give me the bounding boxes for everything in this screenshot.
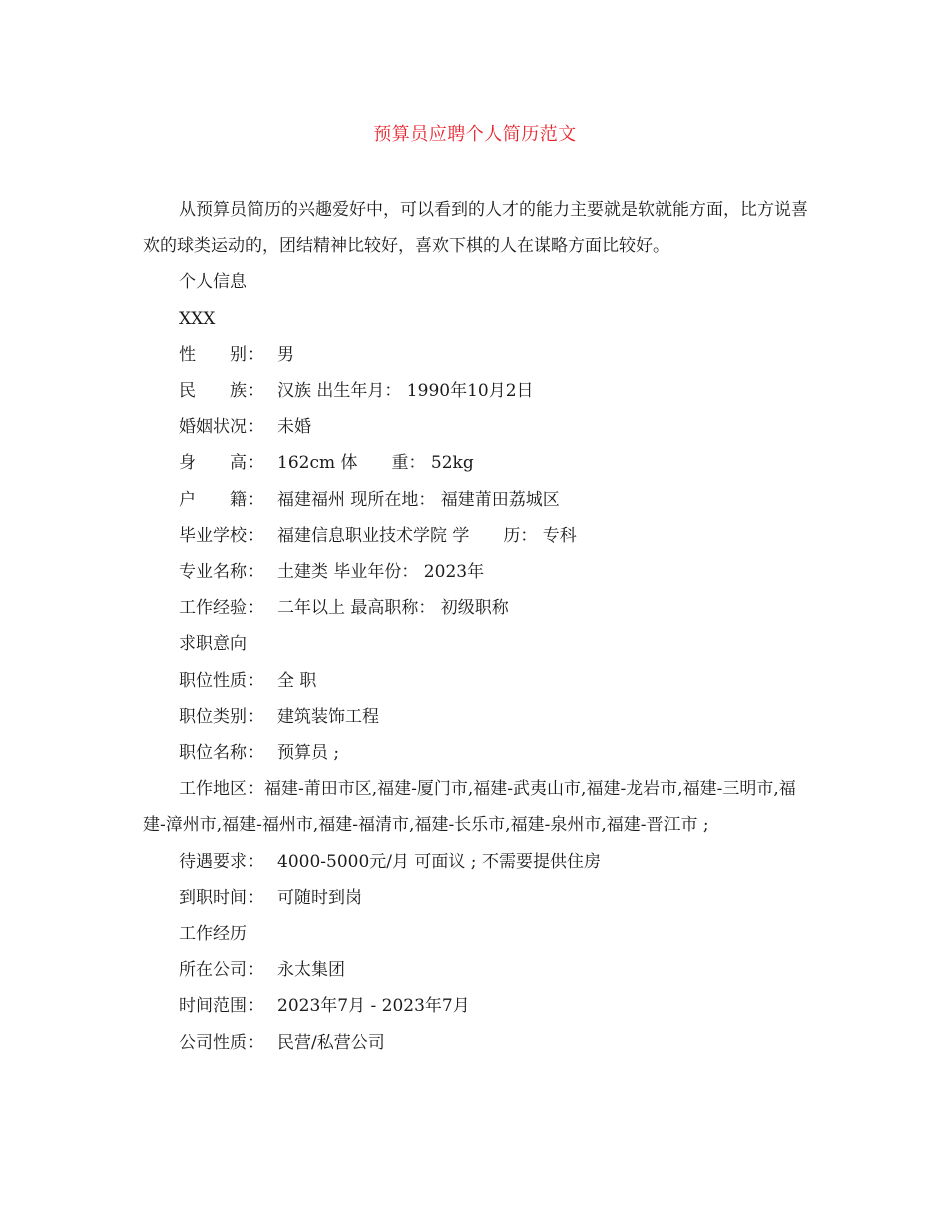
field-value: 福建-莆田市区,福建-厦门市,福建-武夷山市,福建-龙岩市,福建-三明市,福建-漳州市,福建-福州市,福建-福清市,福建-长乐市,福建-泉州市,福建-晋江市 ;: [143, 779, 796, 836]
field-value: 福建福州 现所在地： 福建莆田荔城区: [277, 489, 560, 510]
field-value: 土建类 毕业年份： 2023年: [277, 562, 485, 583]
field-position-category: [143, 699, 815, 735]
section-heading-intent: 求职意向: [179, 634, 247, 655]
field-value: 全 职: [277, 670, 317, 691]
field-marital-status: [143, 409, 815, 445]
field-work-location: [143, 771, 815, 843]
field-position-nature: [143, 663, 815, 699]
field-height: [143, 445, 815, 481]
field-label: 公司性质：: [179, 1032, 264, 1053]
field-value: 二年以上 最高职称： 初级职称: [277, 598, 509, 619]
field-hometown: [143, 482, 815, 518]
field-value: 4000-5000元/月 可面议 ; 不需要提供住房: [277, 851, 601, 872]
field-label: 工作经验：: [179, 598, 264, 619]
field-label: 户 籍：: [179, 489, 264, 510]
field-company: [143, 952, 815, 988]
field-label: 职位类别：: [179, 706, 264, 727]
field-value: 预算员 ;: [277, 743, 340, 764]
field-value: 民营/私营公司: [277, 1032, 385, 1053]
field-label: 毕业学校：: [179, 525, 264, 546]
field-value: 汉族 出生年月： 1990年10月2日: [277, 381, 534, 402]
field-position-name: [143, 735, 815, 771]
candidate-name: XXX: [179, 308, 216, 329]
field-work-experience: [143, 590, 815, 626]
field-label: 职位名称：: [179, 743, 264, 764]
field-label: 待遇要求：: [179, 851, 264, 872]
field-value: 可随时到岗: [277, 887, 362, 908]
field-ethnicity: [143, 373, 815, 409]
field-label: 民 族：: [179, 381, 264, 402]
field-value: 建筑装饰工程: [277, 706, 379, 727]
field-value: 永太集团: [277, 960, 345, 981]
field-label: 专业名称：: [179, 562, 264, 583]
field-salary: [143, 844, 815, 880]
field-label: 身 高：: [179, 453, 264, 474]
field-value: 男: [277, 344, 294, 365]
field-label: 婚姻状况：: [179, 417, 264, 438]
field-value: 162cm 体 重： 52kg: [277, 453, 474, 474]
field-label: 时间范围：: [179, 996, 264, 1017]
section-heading-experience: 工作经历: [179, 924, 247, 945]
field-school: [143, 518, 815, 554]
document-title: 预算员应聘个人简历范文: [373, 124, 577, 145]
field-label: 职位性质：: [179, 670, 264, 691]
field-label: 到职时间：: [179, 887, 264, 908]
field-major: [143, 554, 815, 590]
field-start-time: [143, 880, 815, 916]
field-label: 工作地区：: [179, 779, 264, 800]
resume-body: [143, 192, 815, 1061]
field-period: [143, 988, 815, 1024]
field-label: 所在公司：: [179, 960, 264, 981]
field-value: 2023年7月 - 2023年7月: [277, 996, 470, 1017]
section-heading-personal: 个人信息: [179, 272, 247, 293]
intro-paragraph: 从预算员简历的兴趣爱好中，可以看到的人才的能力主要就是软就能方面，比方说喜欢的球类运动的，团结精神比较好，喜欢下棋的人在谋略方面比较好。: [143, 200, 808, 257]
field-gender: [143, 337, 815, 373]
field-value: 未婚: [277, 417, 311, 438]
field-value: 福建信息职业技术学院 学 历： 专科: [277, 525, 577, 546]
field-label: 性 别：: [179, 344, 264, 365]
field-company-type: [143, 1025, 815, 1061]
